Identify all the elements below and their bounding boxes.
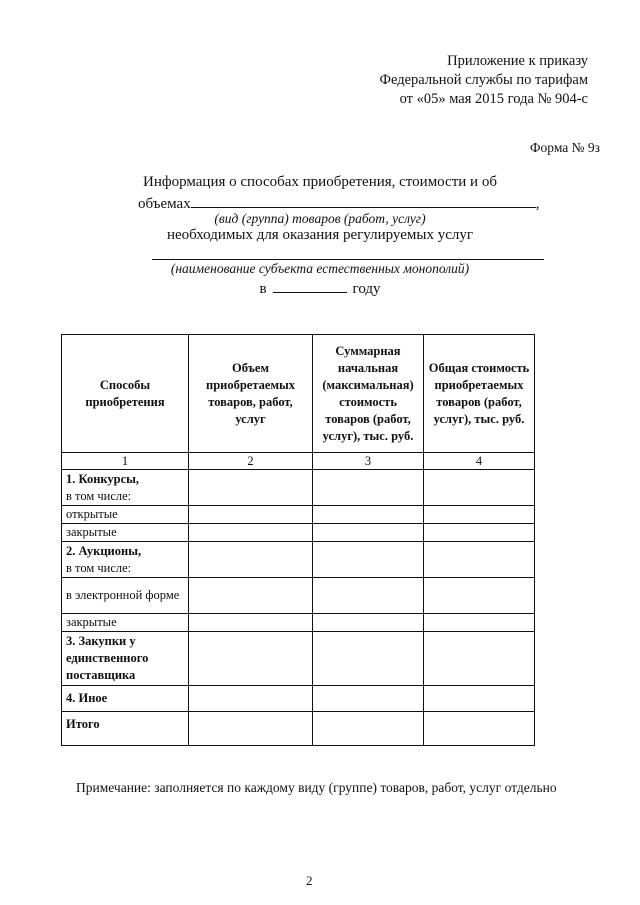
table-header-row (62, 335, 535, 453)
goods-type-caption: (вид (группа) товаров (работ, услуг) (214, 211, 426, 226)
table-cell[interactable] (189, 542, 313, 578)
table-row (62, 542, 535, 578)
header-methods: Способы приобретения (62, 335, 189, 453)
table-cell[interactable] (313, 578, 424, 614)
table-cell[interactable] (189, 578, 313, 614)
year-line (0, 278, 640, 298)
table-cell[interactable] (424, 524, 535, 542)
row-label-sub: в том числе: (66, 560, 132, 575)
table-cell[interactable] (424, 614, 535, 632)
table-cell[interactable] (189, 470, 313, 506)
title-line-2-suffix: , (535, 196, 540, 212)
row-label (62, 470, 189, 506)
table-row (62, 632, 535, 686)
year-blank[interactable] (273, 278, 347, 293)
appendix-line-3: от «05» мая 2015 года № 904-с (399, 91, 588, 107)
page-number: 2 (306, 873, 313, 888)
row-label: закрытые (62, 614, 189, 632)
procurement-table (61, 334, 535, 746)
table-cell[interactable] (189, 632, 313, 686)
table-cell[interactable] (424, 578, 535, 614)
table-cell[interactable] (313, 614, 424, 632)
header-total-cost: Общая стоимость приобретаемых товаров (работ, услуг), тыс. руб. (424, 335, 535, 453)
header-initial-cost: Суммарная начальная (максимальная) стоимость товаров (работ, услуг), тыс. руб. (313, 335, 424, 453)
table-cell[interactable] (424, 470, 535, 506)
table-row-total (62, 712, 535, 746)
table-cell[interactable] (189, 686, 313, 712)
appendix-line-2: Федеральной службы по тарифам (379, 72, 588, 88)
entity-name-caption: (наименование субъекта естественных монополий) (170, 261, 470, 276)
year-suffix: году (352, 281, 381, 297)
table-cell[interactable] (313, 632, 424, 686)
title-line-2-prefix: объемах (138, 196, 191, 212)
table-cell[interactable] (313, 686, 424, 712)
title-line-1: Информация о способах приобретения, стоимости и об (143, 174, 497, 190)
row-label-title: 1. Конкурсы, (66, 471, 140, 486)
column-numbers-row (62, 453, 535, 470)
table-row (62, 686, 535, 712)
table-cell[interactable] (424, 506, 535, 524)
header-volume: Объем приобретаемых товаров, работ, услуг (189, 335, 313, 453)
table-cell[interactable] (189, 524, 313, 542)
row-label-sub: в том числе: (66, 488, 132, 503)
column-number: 4 (424, 453, 535, 470)
appendix-header (380, 52, 588, 109)
table-cell[interactable] (424, 632, 535, 686)
footnote: Примечание: заполняется по каждому виду (группе) товаров, работ, услуг отдельно (76, 780, 557, 795)
table-cell[interactable] (424, 712, 535, 746)
table-cell[interactable] (424, 542, 535, 578)
column-number: 3 (313, 453, 424, 470)
row-label: Итого (62, 712, 189, 746)
column-number: 1 (62, 453, 189, 470)
goods-type-blank[interactable] (191, 193, 536, 208)
row-label: закрытые (62, 524, 189, 542)
table-cell[interactable] (189, 506, 313, 524)
table-row (62, 506, 535, 524)
row-label (62, 542, 189, 578)
table-row (62, 524, 535, 542)
table-cell[interactable] (424, 686, 535, 712)
table-row (62, 578, 535, 614)
table-cell[interactable] (313, 470, 424, 506)
table-cell[interactable] (189, 614, 313, 632)
form-number: Форма № 9з (529, 140, 600, 155)
table-cell[interactable] (313, 712, 424, 746)
row-label-title: 2. Аукционы, (66, 543, 142, 558)
year-prefix: в (259, 281, 267, 297)
entity-name-blank[interactable] (152, 259, 544, 260)
title-line-4: необходимых для оказания регулируемых услуг (166, 227, 474, 243)
table-row (62, 614, 535, 632)
title-line-2 (138, 193, 539, 213)
table-cell[interactable] (189, 712, 313, 746)
row-label: открытые (62, 506, 189, 524)
row-label: в электронной форме (62, 578, 189, 614)
table-row (62, 470, 535, 506)
table-cell[interactable] (313, 524, 424, 542)
column-number: 2 (189, 453, 313, 470)
table-cell[interactable] (313, 542, 424, 578)
table-cell[interactable] (313, 506, 424, 524)
appendix-line-1: Приложение к приказу (447, 53, 588, 69)
row-label: 4. Иное (62, 686, 189, 712)
row-label: 3. Закупки у единственного поставщика (62, 632, 189, 686)
